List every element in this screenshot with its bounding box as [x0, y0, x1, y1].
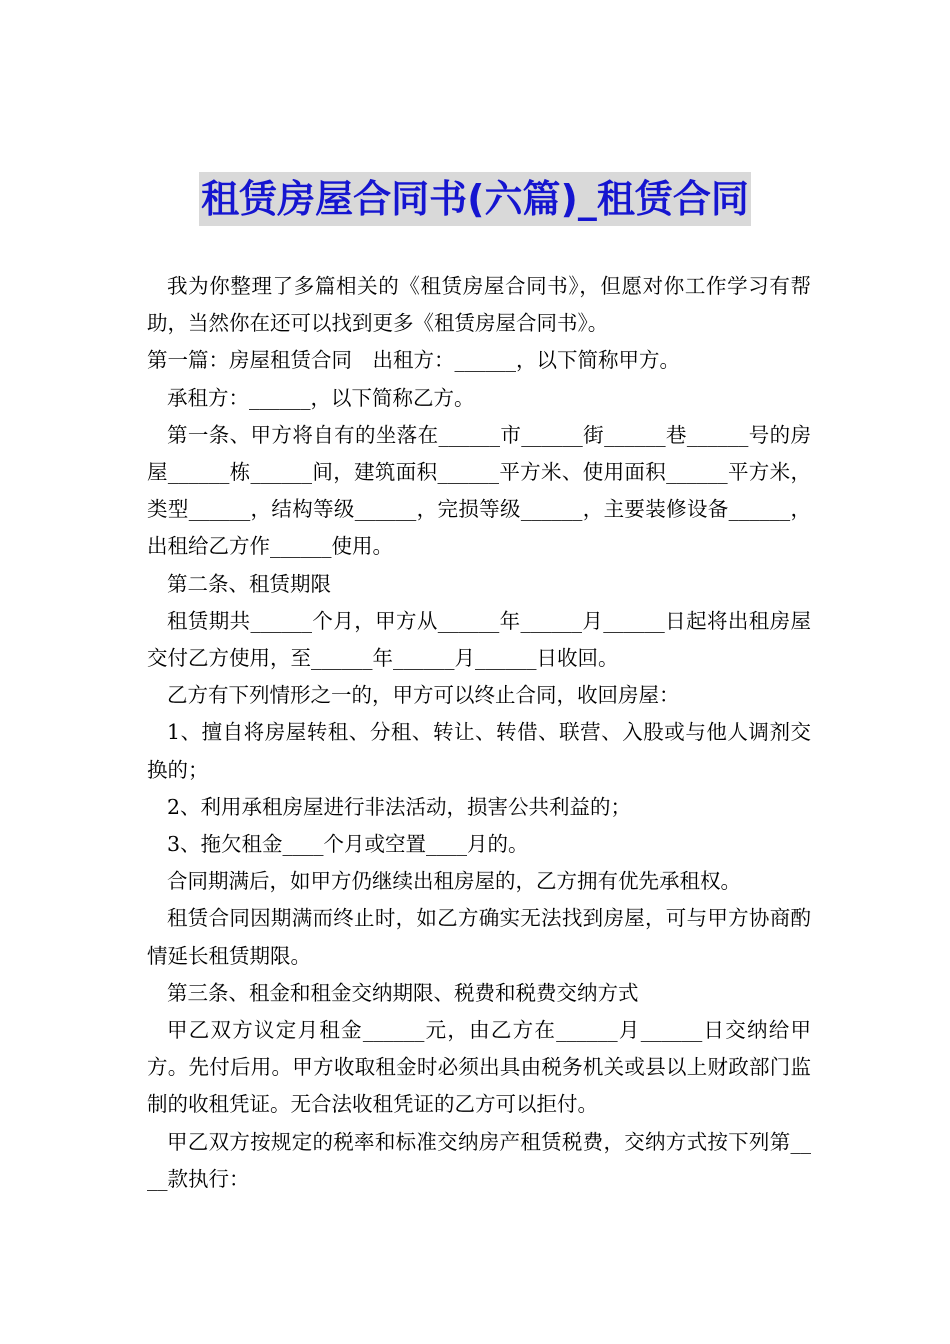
rent-payment-paragraph: 甲乙双方议定月租金______元，由乙方在______月______日交纳给甲方。先付后用。甲方收取租金时必须出具由税务机关或县以上财政部门监制的收租凭证。无合法收租凭证的乙方可以拒付。 [147, 1018, 811, 1117]
article-one-paragraph: 第一条、甲方将自有的坐落在______市______街______巷______号的房屋______栋______间，建筑面积______平方米、使用面积______平方米，类型______，结构等级______，完损等级______，主要装修设备______，出租给乙方作______使用。 [147, 422, 811, 559]
article-three-heading: 第三条、租金和租金交纳期限、税费和税费交纳方式 [167, 980, 639, 1005]
tax-payment-paragraph: 甲乙双方按规定的税率和标准交纳房产租赁税费，交纳方式按下列第____款执行： [147, 1129, 811, 1191]
condition-item-3: 3、拖欠租金____个月或空置____月的。 [167, 832, 529, 857]
article-two-heading: 第二条、租赁期限 [167, 571, 331, 596]
title-container [0, 172, 950, 226]
termination-conditions-paragraph: 乙方有下列情形之一的，甲方可以终止合同，收回房屋： [167, 683, 680, 708]
document-body [147, 268, 811, 1198]
priority-lease-paragraph: 合同期满后，如甲方仍继续出租房屋的，乙方拥有优先承租权。 [167, 869, 741, 894]
condition-item-2: 2、利用承租房屋进行非法活动，损害公共利益的； [167, 794, 632, 819]
lease-term-paragraph: 租赁期共______个月，甲方从______年______月______日起将出租房屋交付乙方使用，至______年______月______日收回。 [147, 608, 811, 671]
extension-paragraph: 租赁合同因期满而终止时，如乙方确实无法找到房屋，可与甲方协商酌情延长租赁期限。 [147, 906, 811, 968]
lessee-line: 承租方：______，以下简称乙方。 [167, 385, 475, 410]
condition-item-1: 1、擅自将房屋转租、分租、转让、转借、联营、入股或与他人调剂交换的； [147, 720, 811, 782]
intro-paragraph: 我为你整理了多篇相关的《租赁房屋合同书》，但愿对你工作学习有帮助，当然你在还可以找到更多《租赁房屋合同书》。 [147, 274, 811, 336]
section-heading-part-one: 第一篇：房屋租赁合同 出租方：______，以下简称甲方。 [147, 348, 680, 373]
document-title: 租赁房屋合同书(六篇)_租赁合同 [199, 172, 751, 226]
